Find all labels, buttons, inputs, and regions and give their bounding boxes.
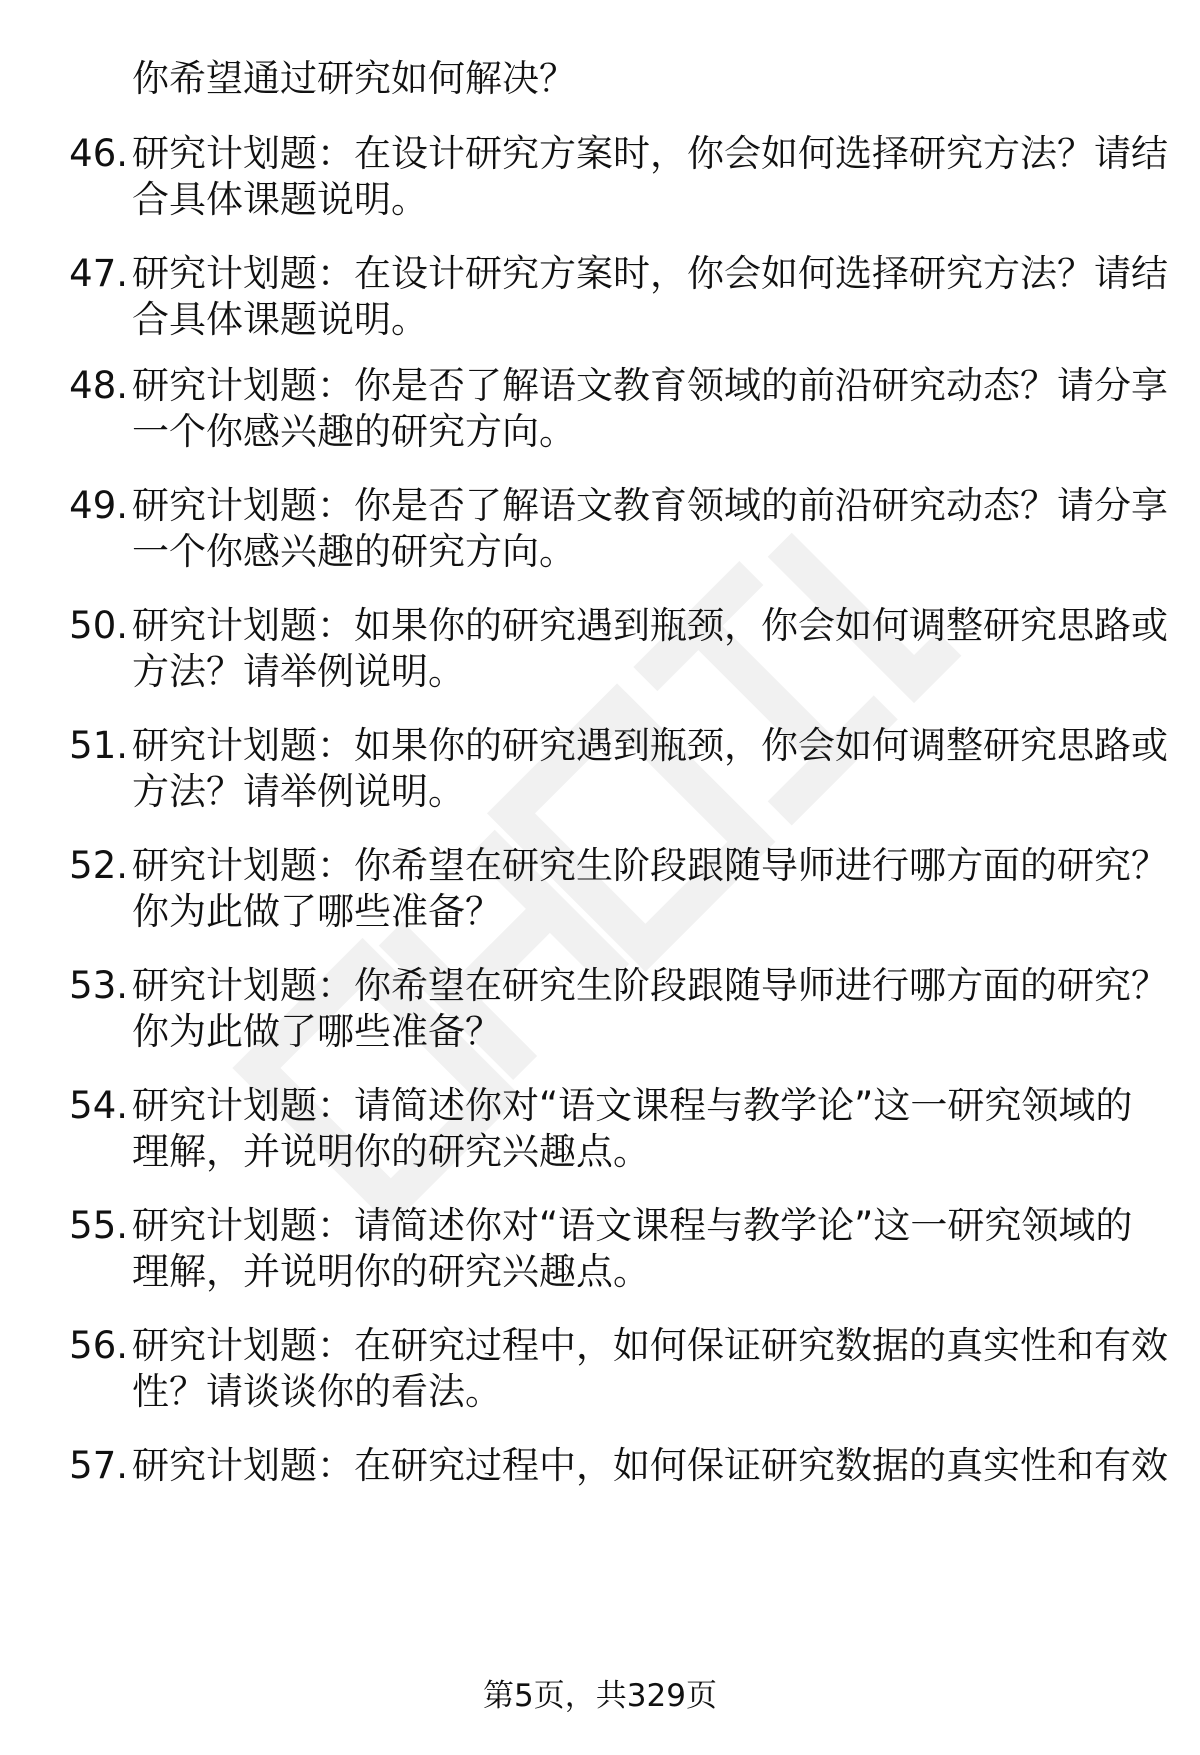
question-number: 51. (69, 724, 128, 767)
question-text (128, 603, 1184, 695)
question-line: 理解，并说明你的研究兴趣点。 (132, 1130, 650, 1173)
question-text (128, 963, 1184, 1055)
question-text (128, 1443, 1184, 1489)
question-number: 48. (69, 364, 128, 407)
question-line: 方法？请举例说明。 (132, 650, 465, 693)
question-line: 研究计划题：在设计研究方案时，你会如何选择研究方法？请结 (132, 252, 1168, 295)
question-number: 57. (69, 1444, 128, 1487)
question-line: 一个你感兴趣的研究方向。 (132, 410, 576, 453)
question-text (128, 483, 1184, 575)
question-line: 一个你感兴趣的研究方向。 (132, 530, 576, 573)
question-text (128, 56, 1184, 102)
question-line: 你为此做了哪些准备？ (132, 1010, 502, 1053)
page-footer: 第5页，共329页 (483, 1678, 717, 1714)
question-line: 研究计划题：你希望在研究生阶段跟随导师进行哪方面的研究？ (132, 844, 1168, 887)
question-line: 研究计划题：请简述你对“语文课程与教学论”这一研究领域的 (132, 1204, 1133, 1247)
question-line: 研究计划题：如果你的研究遇到瓶颈，你会如何调整研究思路或 (132, 604, 1168, 647)
question-number: 56. (69, 1324, 128, 1367)
question-text (128, 131, 1184, 223)
question-number: 46. (69, 132, 128, 175)
question-number: 53. (69, 964, 128, 1007)
question-line: 研究计划题：你是否了解语文教育领域的前沿研究动态？请分享 (132, 364, 1168, 407)
question-number: 52. (69, 844, 128, 887)
question-number: 50. (69, 604, 128, 647)
question-text (128, 1323, 1184, 1415)
question-line: 合具体课题说明。 (132, 298, 428, 341)
question-line: 研究计划题：请简述你对“语文课程与教学论”这一研究领域的 (132, 1084, 1133, 1127)
question-number: 49. (69, 484, 128, 527)
question-line: 研究计划题：在设计研究方案时，你会如何选择研究方法？请结 (132, 132, 1168, 175)
question-line: 研究计划题：在研究过程中，如何保证研究数据的真实性和有效 (132, 1444, 1168, 1487)
question-line: 性？请谈谈你的看法。 (132, 1370, 502, 1413)
question-line: 你为此做了哪些准备？ (132, 890, 502, 933)
question-text (128, 843, 1184, 935)
question-line: 方法？请举例说明。 (132, 770, 465, 813)
question-line: 研究计划题：你是否了解语文教育领域的前沿研究动态？请分享 (132, 484, 1168, 527)
question-line: 研究计划题：如果你的研究遇到瓶颈，你会如何调整研究思路或 (132, 724, 1168, 767)
question-number: 47. (69, 252, 128, 295)
question-text (128, 363, 1184, 455)
question-text (128, 251, 1184, 343)
question-line: 合具体课题说明。 (132, 178, 428, 221)
question-line: 你希望通过研究如何解决？ (132, 57, 576, 100)
question-line: 研究计划题：你希望在研究生阶段跟随导师进行哪方面的研究？ (132, 964, 1168, 1007)
question-number: 55. (69, 1204, 128, 1247)
question-line: 研究计划题：在研究过程中，如何保证研究数据的真实性和有效 (132, 1324, 1168, 1367)
question-text (128, 1083, 1184, 1175)
question-number: 54. (69, 1084, 128, 1127)
question-line: 理解，并说明你的研究兴趣点。 (132, 1250, 650, 1293)
question-text (128, 1203, 1184, 1295)
question-text (128, 723, 1184, 815)
